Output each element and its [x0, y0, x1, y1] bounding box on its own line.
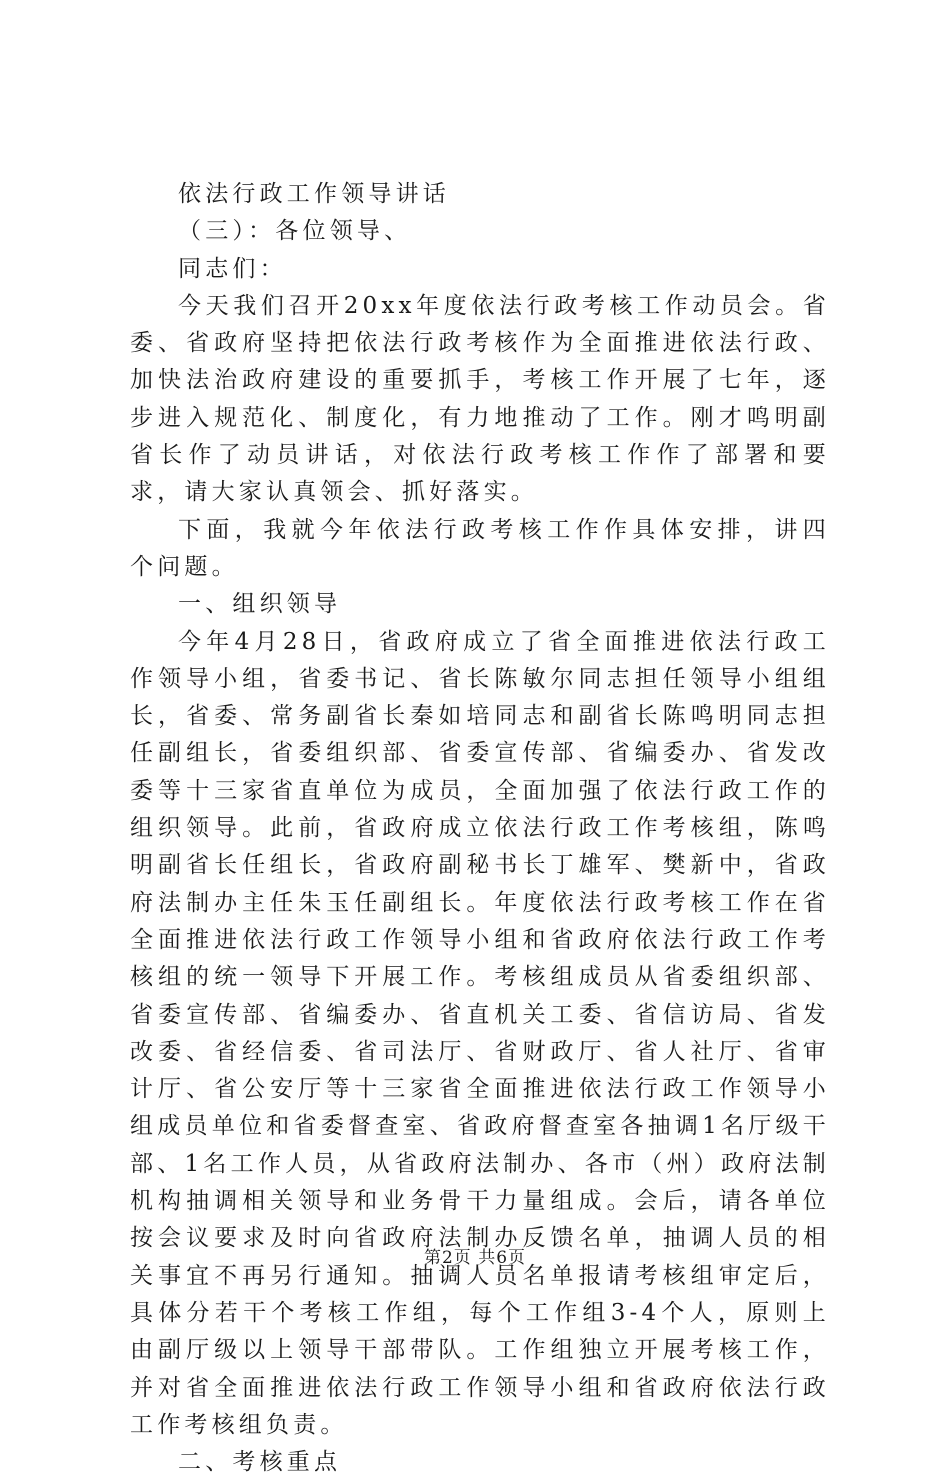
- page-number-footer: 第2页 共6页: [423, 1248, 527, 1268]
- paragraph-opening: 今天我们召开20xx年度依法行政考核工作动员会。省委、省政府坚持把依法行政考核作为全面推进依法行政、加快法治政府建设的重要抓手，考核工作开展了七年，逐步进入规范化、制度化，有力地推动了工作。刚才鸣明副省长作了动员讲话，对依法行政考核工作作了部署和要求，请大家认真领会、抓好落实。: [130, 292, 830, 506]
- salutation: 同志们：: [178, 255, 287, 282]
- document-title: 依法行政工作领导讲话: [178, 181, 450, 207]
- paragraph-organization: 今年4月28日，省政府成立了省全面推进依法行政工作领导小组，省委书记、省长陈敏尔同志担任领导小组组长，省委、常务副省长秦如培同志和副省长陈鸣明同志担任副组长，省委组织部、省委宣传部、省编委办、省发改委等十三家省直单位为成员，全面加强了依法行政工作的组织领导。此前，省政府成立依法行政工作考核组，陈鸣明副省长任组长，省政府副秘书长丁雄军、樊新中，省政府法制办主任朱玉任副组长。年度依法行政考核工作在省全面推进依法行政工作领导小组和省政府依法行政工作考核组的统一领导下开展工作。考核组成员从省委组织部、省委宣传部、省编委办、省直机关工委、省信访局、省发改委、省经信委、省司法厅、省财政厅、省人社厅、省审计厅、省公安厅等十三家省全面推进依法行政工作领导小组成员单位和省委督查室、省政府督查室各抽调1名厅级干部、1名工作人员，从省政府法制办、各市（州）政府法制机构抽调相关领导和业务骨干力量组成。会后，请各单位按会议要求及时向省政府法制办反馈名单，抽调人员的相关事宜不再另行通知。抽调人员名单报请考核组审定后，具体分若干个考核工作组，每个工作组3-4个人，原则上由副厅级以上领导干部带队。工作组独立开展考核工作，并对省全面推进依法行政工作领导小组和省政府依法行政工作考核组负责。: [130, 628, 830, 1438]
- section-heading-organization: 一、组织领导: [178, 591, 342, 618]
- document-body: [130, 176, 830, 1481]
- section-heading-assessment-focus: 二、考核重点: [178, 1449, 342, 1476]
- paragraph-intro: 下面，我就今年依法行政考核工作作具体安排，讲四个问题。: [130, 516, 830, 580]
- document-subtitle: （三）：各位领导、: [178, 218, 412, 245]
